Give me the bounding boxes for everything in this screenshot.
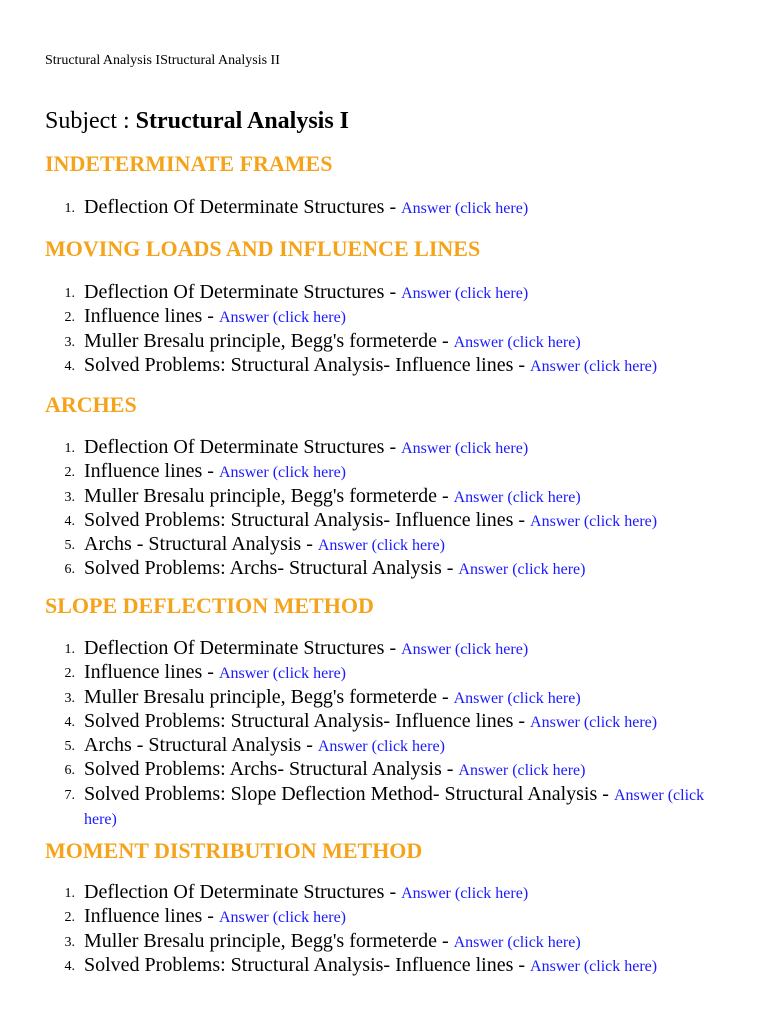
section-list xyxy=(45,881,735,978)
item-number: 6. xyxy=(64,763,75,779)
list-item xyxy=(45,354,735,378)
section-list xyxy=(45,281,735,378)
list-item xyxy=(45,485,735,509)
section-title: INDETERMINATE FRAMES xyxy=(45,151,333,176)
item-text: Deflection Of Determinate Structures - xyxy=(84,196,402,218)
section-list xyxy=(45,436,735,582)
section-title: SLOPE DEFLECTION METHOD xyxy=(45,593,374,618)
list-item xyxy=(45,954,735,978)
item-number: 2. xyxy=(64,910,75,926)
list-item xyxy=(45,881,735,905)
item-number: 1. xyxy=(64,286,75,301)
answer-link[interactable]: Answer (click here) xyxy=(458,762,586,780)
answer-link[interactable]: Answer (click here) xyxy=(317,537,445,555)
item-text: Solved Problems: Archs- Structural Analysis - xyxy=(84,758,459,781)
list-item xyxy=(45,710,735,734)
item-text: Solved Problems: Structural Analysis- Influence lines - xyxy=(84,953,531,976)
answer-link[interactable]: Answer (click here) xyxy=(401,885,529,902)
answer-link[interactable]: Answer (click here) xyxy=(453,933,581,951)
item-text: Solved Problems: Archs- Structural Analysis - xyxy=(84,557,459,580)
item-number: 4. xyxy=(64,358,75,374)
item-text: Deflection Of Determinate Structures - xyxy=(84,436,402,458)
answer-link[interactable]: Answer (click here) xyxy=(218,909,346,927)
item-text: Deflection Of Determinate Structures - xyxy=(84,281,402,303)
answer-link[interactable]: Answer (click here) xyxy=(218,309,346,327)
answer-link[interactable]: Answer (click here) xyxy=(530,357,658,375)
item-number: 7. xyxy=(64,787,75,803)
answer-link[interactable]: Answer (click here) xyxy=(401,200,529,217)
list-item xyxy=(45,196,735,220)
section-title: MOMENT DISTRIBUTION METHOD xyxy=(45,838,423,863)
answer-link[interactable]: Answer (click here) xyxy=(218,464,346,482)
list-item xyxy=(45,557,735,581)
item-number: 4. xyxy=(64,714,75,730)
subject-heading xyxy=(45,106,349,136)
list-item xyxy=(45,330,735,354)
item-number: 3. xyxy=(64,934,75,950)
item-number: 5. xyxy=(64,739,75,755)
list-item xyxy=(45,905,735,929)
item-number: 1. xyxy=(64,441,75,456)
answer-link[interactable]: Answer (click here) xyxy=(317,738,445,756)
answer-link[interactable]: Answer (click here) xyxy=(458,561,586,579)
item-number: 5. xyxy=(64,538,75,554)
item-number: 2. xyxy=(64,465,75,481)
item-text: Solved Problems: Slope Deflection Method- Structural Analysis - xyxy=(84,782,614,805)
item-text: Solved Problems: Structural Analysis- Influence lines - xyxy=(84,709,531,732)
answer-link[interactable]: Answer (click here) xyxy=(453,689,581,707)
list-item xyxy=(45,305,735,329)
answer-link[interactable]: Answer (click here) xyxy=(218,665,346,683)
answer-link[interactable]: Answer (click here) xyxy=(401,641,529,658)
item-text: Muller Bresalu principle, Begg's formeterde - xyxy=(84,929,454,952)
list-item xyxy=(45,509,735,533)
item-text: Muller Bresalu principle, Begg's formeterde - xyxy=(84,329,454,352)
item-number: 1. xyxy=(64,201,75,216)
section-list xyxy=(45,637,735,831)
answer-link[interactable]: Answer (click here) xyxy=(84,786,705,829)
answer-link[interactable]: Answer (click here) xyxy=(453,488,581,506)
answer-link[interactable]: Answer (click here) xyxy=(530,713,658,731)
item-number: 1. xyxy=(64,642,75,657)
list-item xyxy=(45,281,735,305)
section-title: MOVING LOADS AND INFLUENCE LINES xyxy=(45,236,481,261)
item-text: Solved Problems: Structural Analysis- Influence lines - xyxy=(84,508,531,531)
list-item xyxy=(45,533,735,557)
section-list xyxy=(45,196,735,220)
section-title: ARCHES xyxy=(45,392,137,417)
list-item xyxy=(45,686,735,710)
answer-link[interactable]: Answer (click here) xyxy=(401,285,529,302)
top-subject-links[interactable]: Structural Analysis IStructural Analysis II xyxy=(45,53,280,68)
list-item xyxy=(45,734,735,758)
item-number: 2. xyxy=(64,666,75,682)
item-text: Deflection Of Determinate Structures - xyxy=(84,637,402,659)
answer-link[interactable]: Answer (click here) xyxy=(401,440,529,457)
item-number: 3. xyxy=(64,334,75,350)
item-text: Muller Bresalu principle, Begg's formeterde - xyxy=(84,685,454,708)
item-text: Muller Bresalu principle, Begg's formeterde - xyxy=(84,484,454,507)
subject-prefix: Subject : xyxy=(45,108,136,134)
list-item xyxy=(45,637,735,661)
answer-link[interactable]: Answer (click here) xyxy=(530,957,658,975)
item-number: 1. xyxy=(64,886,75,901)
item-number: 6. xyxy=(64,562,75,578)
list-item xyxy=(45,460,735,484)
item-text: Solved Problems: Structural Analysis- Influence lines - xyxy=(84,353,531,376)
item-text: Archs - Structural Analysis - xyxy=(84,734,318,757)
item-text: Archs - Structural Analysis - xyxy=(84,533,318,556)
item-number: 3. xyxy=(64,489,75,505)
subject-name: Structural Analysis I xyxy=(135,108,350,134)
item-text: Influence lines - xyxy=(84,905,219,928)
list-item xyxy=(45,930,735,954)
answer-link[interactable]: Answer (click here) xyxy=(530,512,658,530)
item-text: Deflection Of Determinate Structures - xyxy=(84,881,402,903)
list-item xyxy=(45,436,735,460)
item-number: 4. xyxy=(64,513,75,529)
item-text: Influence lines - xyxy=(84,460,219,483)
list-item xyxy=(45,758,735,782)
item-number: 3. xyxy=(64,690,75,706)
item-number: 2. xyxy=(64,310,75,326)
answer-link[interactable]: Answer (click here) xyxy=(453,333,581,351)
item-text: Influence lines - xyxy=(84,305,219,328)
list-item xyxy=(45,783,735,832)
item-text: Influence lines - xyxy=(84,661,219,684)
item-number: 4. xyxy=(64,958,75,974)
list-item xyxy=(45,661,735,685)
